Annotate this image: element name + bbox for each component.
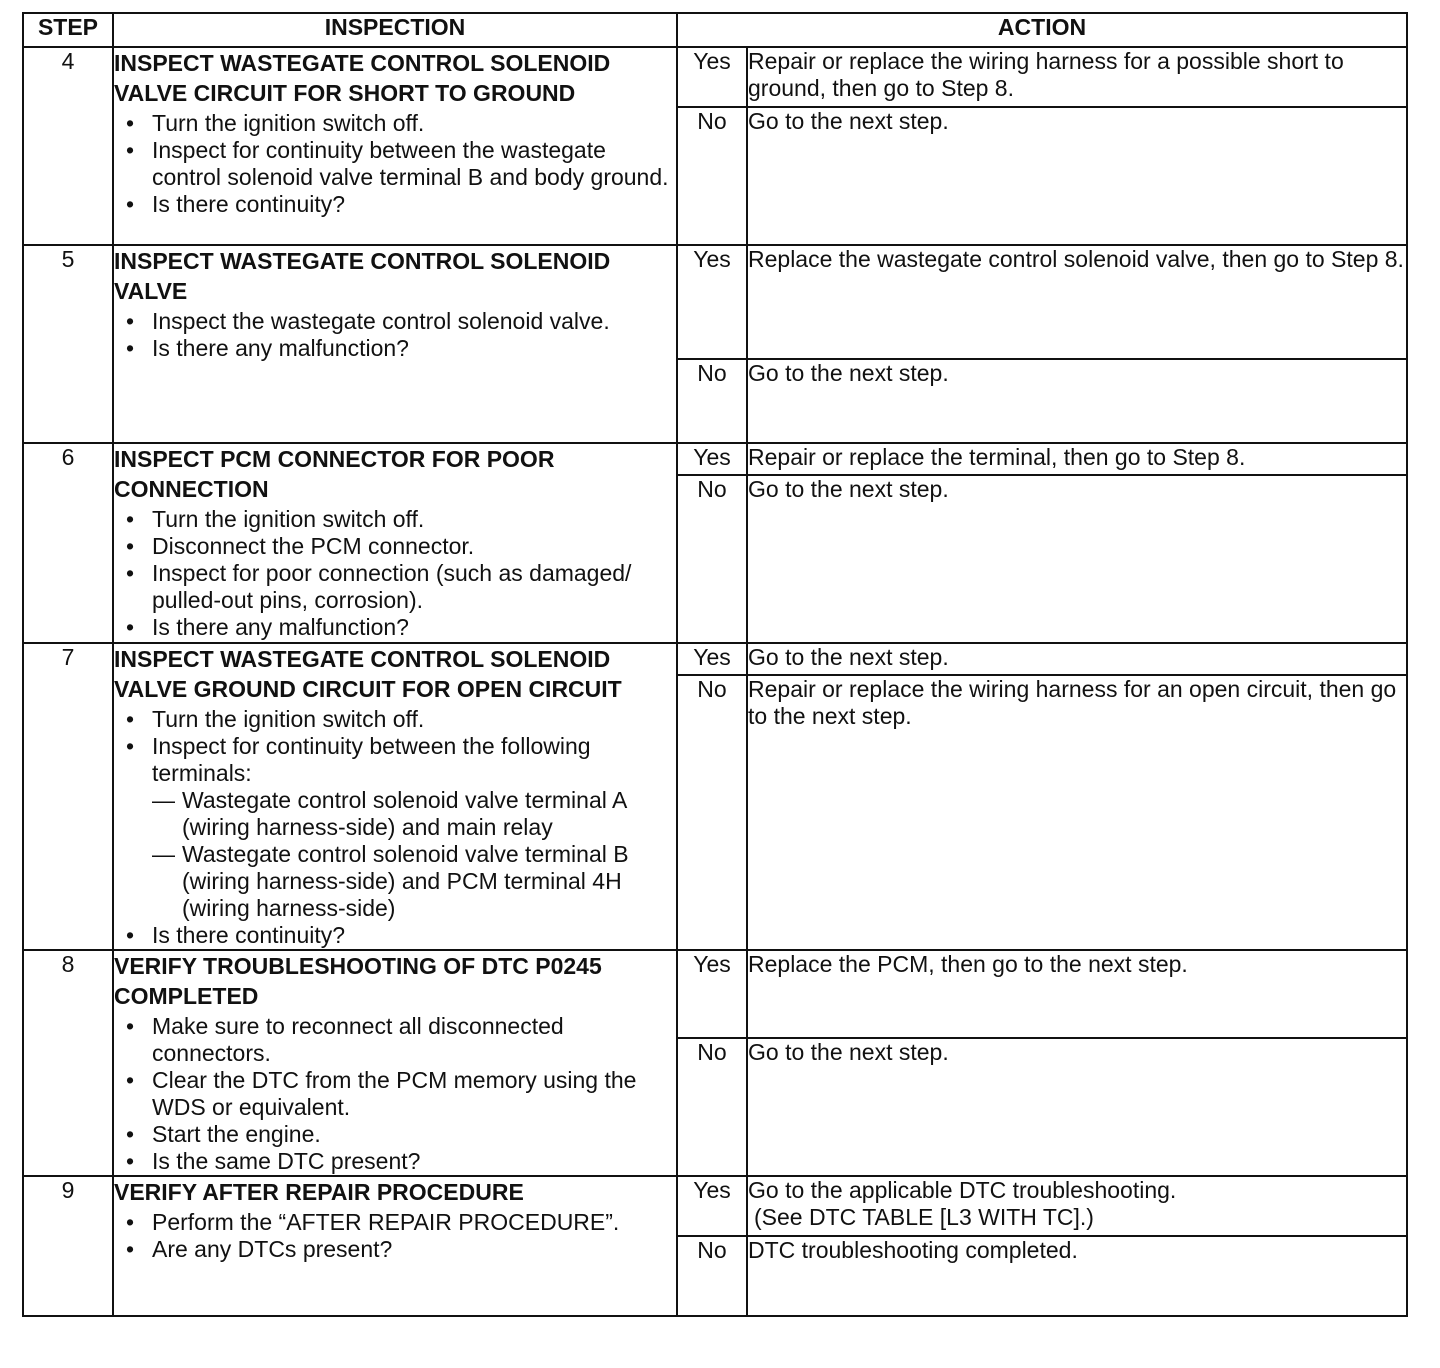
inspection-item: • Turn the ignition switch off. <box>126 506 425 532</box>
inspection-item: • Disconnect the PCM connector. <box>126 533 475 559</box>
yes-action: Repair or replace the terminal, then go to Step 8. <box>747 443 1407 475</box>
inspection-item: • Turn the ignition switch off. <box>126 110 425 136</box>
table-row <box>23 47 1407 107</box>
step-number: 5 <box>23 245 113 443</box>
no-label: No <box>677 475 747 643</box>
yes-label: Yes <box>677 1176 747 1236</box>
table-row <box>23 245 1407 359</box>
no-label: No <box>677 107 747 245</box>
inspection-item: • Inspect for poor connection (such as damaged/ pulled-out pins, corrosion). <box>126 560 632 613</box>
no-action: Go to the next step. <box>747 107 1407 245</box>
no-label: No <box>677 675 747 950</box>
inspection-item: • Is the same DTC present? <box>126 1148 421 1174</box>
inspection-subitem: — Wastegate control solenoid valve terminal B (wiring harness-side) and PCM terminal 4H (wiring harness-side) <box>152 841 629 921</box>
yes-label: Yes <box>677 643 747 675</box>
step-number: 7 <box>23 643 113 950</box>
inspection-item: • Perform the “AFTER REPAIR PROCEDURE”. <box>126 1209 620 1235</box>
table-row <box>23 643 1407 675</box>
inspection-title: INSPECT WASTEGATE CONTROL SOLENOID VALVE <box>114 248 611 304</box>
inspection-cell <box>113 245 677 443</box>
inspection-cell <box>113 1176 677 1316</box>
table-row <box>23 1176 1407 1236</box>
inspection-item: • Inspect for continuity between the following terminals: — Wastegate control solenoid valve terminal A (wiring harness-side) and main relay — Wastegate control solenoid valve terminal B (wiring harness-side) and PCM terminal 4H (wiring harness-side) <box>114 733 676 922</box>
inspection-cell <box>113 443 677 643</box>
inspection-item: • Is there continuity? <box>126 922 346 948</box>
inspection-cell <box>113 643 677 950</box>
table-row <box>23 950 1407 1038</box>
no-label: No <box>677 359 747 443</box>
yes-action <box>747 1176 1407 1236</box>
header-inspection: INSPECTION <box>113 13 677 47</box>
step-number: 4 <box>23 47 113 245</box>
yes-action-note: (See DTC TABLE [L3 WITH TC].) <box>754 1204 1094 1230</box>
inspection-title: INSPECT PCM CONNECTOR FOR POOR CONNECTION <box>114 446 555 502</box>
no-label: No <box>677 1236 747 1316</box>
no-action: Go to the next step. <box>747 475 1407 643</box>
inspection-item: • Are any DTCs present? <box>126 1236 393 1262</box>
yes-action: Go to the next step. <box>747 643 1407 675</box>
inspection-item: • Start the engine. <box>126 1121 321 1147</box>
step-number: 8 <box>23 950 113 1176</box>
inspection-item: • Is there any malfunction? <box>126 614 409 640</box>
yes-action: Replace the PCM, then go to the next step. <box>747 950 1407 1038</box>
inspection-title: VERIFY TROUBLESHOOTING OF DTC P0245 COMPLETED <box>114 953 602 1009</box>
inspection-cell <box>113 47 677 245</box>
yes-action: Replace the wastegate control solenoid valve, then go to Step 8. <box>747 245 1407 359</box>
step-number: 9 <box>23 1176 113 1316</box>
yes-label: Yes <box>677 950 747 1038</box>
no-action: DTC troubleshooting completed. <box>747 1236 1407 1316</box>
yes-action: Repair or replace the wiring harness for a possible short to ground, then go to Step 8. <box>747 47 1407 107</box>
inspection-item: • Make sure to reconnect all disconnected connectors. <box>126 1013 564 1066</box>
table-header-row <box>23 13 1407 47</box>
inspection-item: • Inspect the wastegate control solenoid valve. <box>126 308 610 334</box>
inspection-cell <box>113 950 677 1176</box>
yes-label: Yes <box>677 245 747 359</box>
no-action: Repair or replace the wiring harness for an open circuit, then go to the next step. <box>747 675 1407 950</box>
table-row <box>23 443 1407 475</box>
no-label: No <box>677 1038 747 1176</box>
inspection-title: INSPECT WASTEGATE CONTROL SOLENOID VALVE GROUND CIRCUIT FOR OPEN CIRCUIT <box>114 646 622 702</box>
yes-label: Yes <box>677 443 747 475</box>
troubleshooting-table <box>22 12 1408 1317</box>
inspection-title: INSPECT WASTEGATE CONTROL SOLENOID VALVE CIRCUIT FOR SHORT TO GROUND <box>114 50 611 106</box>
yes-action-text: Go to the applicable DTC troubleshooting. <box>748 1177 1177 1203</box>
inspection-item: • Is there any malfunction? <box>126 335 409 361</box>
step-number: 6 <box>23 443 113 643</box>
header-step: STEP <box>23 13 113 47</box>
no-action: Go to the next step. <box>747 359 1407 443</box>
inspection-item: • Is there continuity? <box>126 191 346 217</box>
yes-label: Yes <box>677 47 747 107</box>
inspection-subitem: — Wastegate control solenoid valve terminal A (wiring harness-side) and main relay <box>152 787 627 840</box>
no-action: Go to the next step. <box>747 1038 1407 1176</box>
inspection-item: • Inspect for continuity between the wastegate control solenoid valve terminal B and body ground. <box>126 137 669 190</box>
inspection-item: • Turn the ignition switch off. <box>126 706 425 732</box>
inspection-title: VERIFY AFTER REPAIR PROCEDURE <box>114 1179 524 1205</box>
header-action: ACTION <box>677 13 1407 47</box>
inspection-item: • Clear the DTC from the PCM memory using the WDS or equivalent. <box>126 1067 637 1120</box>
